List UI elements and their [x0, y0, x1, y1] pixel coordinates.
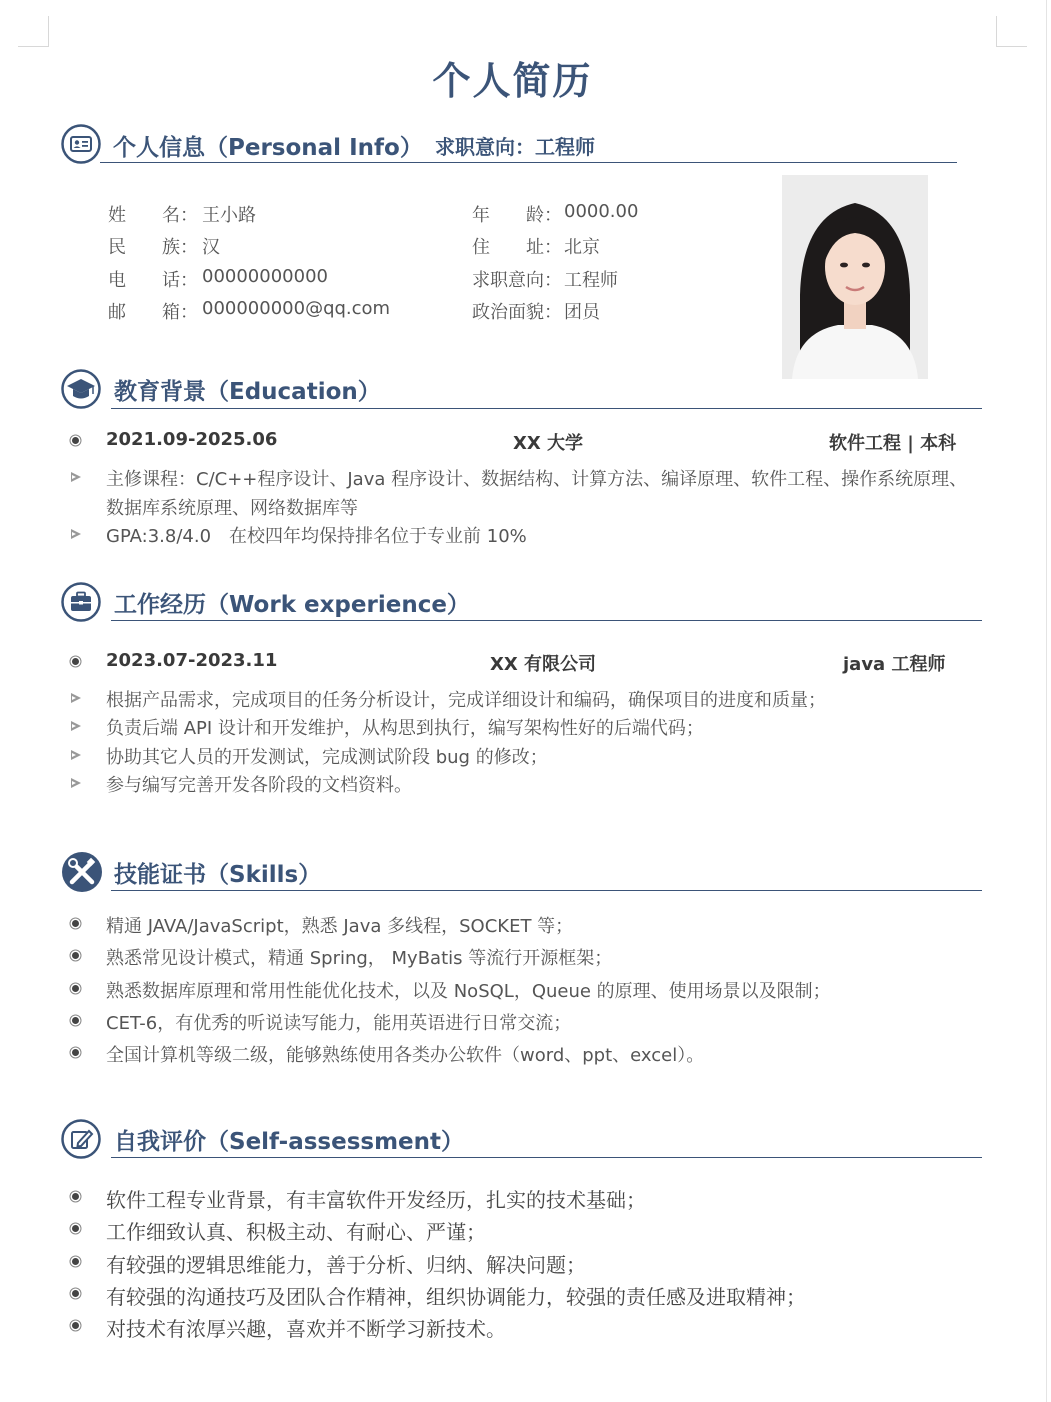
phone-label: 电 话： — [108, 270, 198, 291]
education-courses: 主修课程：C/C++程序设计、Java 程序设计、数据结构、计算方法、编译原理、软件工程、操作系统原理、 — [106, 469, 968, 490]
work-company: XX 有限公司 — [490, 654, 597, 675]
bullet-icon — [72, 1049, 79, 1056]
phone-value: 00000000000 — [202, 266, 328, 287]
crop-mark-top-right — [996, 16, 1027, 47]
page-title: 个人简历 — [432, 59, 593, 103]
work-role: java 工程师 — [843, 654, 946, 675]
education-heading: 教育背景（Education） — [114, 379, 381, 405]
self-assessment-heading: 自我评价（Self-assessment） — [114, 1129, 465, 1155]
graduation-cap-icon — [61, 369, 101, 409]
work-duty: 根据产品需求，完成项目的任务分析设计，完成详细设计和编码，确保项目的进度和质量； — [106, 690, 826, 711]
arrow-bullet-icon — [71, 750, 81, 760]
objective-heading: 求职意向：工程师 — [435, 135, 595, 159]
bullet-icon — [72, 1225, 79, 1232]
skill-item: 熟悉数据库原理和常用性能优化技术，以及 NoSQL，Queue 的原理、使用场景以及限制； — [106, 981, 831, 1002]
name-value: 王小路 — [202, 205, 256, 226]
bullet-icon — [72, 1290, 79, 1297]
work-period: 2023.07-2023.11 — [106, 650, 278, 671]
section-divider — [111, 890, 982, 891]
skills-heading: 技能证书（Skills） — [114, 862, 322, 888]
education-school: XX 大学 — [513, 433, 584, 454]
work-duty: 协助其它人员的开发测试，完成测试阶段 bug 的修改； — [106, 747, 548, 768]
skill-item: 熟悉常见设计模式，精通 Spring， MyBatis 等流行开源框架； — [106, 948, 613, 969]
job-intent-value: 工程师 — [564, 270, 618, 291]
briefcase-icon — [61, 582, 101, 622]
political-status-value: 团员 — [564, 302, 600, 323]
political-status-label: 政治面貌： — [472, 302, 562, 323]
ethnicity-value: 汉 — [202, 237, 220, 258]
bullet-icon — [72, 985, 79, 992]
bullet-icon — [72, 437, 79, 444]
edit-icon — [61, 1119, 101, 1159]
section-divider — [111, 1157, 982, 1158]
education-period: 2021.09-2025.06 — [106, 429, 278, 450]
self-assessment-item: 有较强的逻辑思维能力，善于分析、归纳、解决问题； — [106, 1253, 586, 1277]
section-divider — [111, 408, 982, 409]
bullet-icon — [72, 1258, 79, 1265]
bullet-icon — [72, 952, 79, 959]
ethnicity-label: 民 族： — [108, 237, 198, 258]
arrow-bullet-icon — [71, 693, 81, 703]
self-assessment-item: 有较强的沟通技巧及团队合作精神，组织协调能力，较强的责任感及进取精神； — [106, 1285, 806, 1309]
address-label: 住 址： — [472, 237, 562, 258]
education-major: 软件工程 | 本科 — [829, 433, 957, 454]
job-intent-label: 求职意向： — [472, 270, 562, 291]
arrow-bullet-icon — [71, 472, 81, 482]
tools-icon — [61, 851, 101, 891]
section-divider — [111, 620, 982, 621]
email-value: 000000000@qq.com — [202, 298, 391, 319]
address-value: 北京 — [564, 237, 600, 258]
personal-info-heading: 个人信息（Personal Info） — [113, 135, 423, 161]
skill-item: CET-6，有优秀的听说读写能力，能用英语进行日常交流； — [106, 1013, 572, 1034]
education-gpa: GPA:3.8/4.0 在校四年均保持排名位于专业前 10% — [106, 526, 527, 547]
age-value: 0000.00 — [564, 201, 639, 222]
self-assessment-item: 工作细致认真、积极主动、有耐心、严谨； — [106, 1220, 486, 1244]
arrow-bullet-icon — [71, 778, 81, 788]
name-label: 姓 名： — [108, 205, 198, 226]
work-duty: 参与编写完善开发各阶段的文档资料。 — [106, 775, 412, 796]
education-courses-cont: 数据库系统原理、网络数据库等 — [106, 498, 358, 519]
skill-item: 全国计算机等级二级，能够熟练使用各类办公软件（word、ppt、excel）。 — [106, 1045, 705, 1066]
section-divider — [100, 162, 957, 163]
age-label: 年 龄： — [472, 205, 562, 226]
bullet-icon — [72, 658, 79, 665]
self-assessment-item: 对技术有浓厚兴趣，喜欢并不断学习新技术。 — [106, 1317, 506, 1341]
bullet-icon — [72, 1193, 79, 1200]
id-card-icon — [61, 124, 101, 164]
self-assessment-item: 软件工程专业背景，有丰富软件开发经历，扎实的技术基础； — [106, 1188, 646, 1212]
arrow-bullet-icon — [71, 529, 81, 539]
profile-photo — [782, 175, 928, 379]
bullet-icon — [72, 920, 79, 927]
skill-item: 精通 JAVA/JavaScript，熟悉 Java 多线程，SOCKET 等； — [106, 916, 574, 937]
work-duty: 负责后端 API 设计和开发维护，从构思到执行，编写架构性好的后端代码； — [106, 718, 704, 739]
arrow-bullet-icon — [71, 721, 81, 731]
email-label: 邮 箱： — [108, 302, 198, 323]
bullet-icon — [72, 1322, 79, 1329]
work-heading: 工作经历（Work experience） — [114, 592, 470, 618]
crop-mark-top-left — [18, 16, 49, 47]
bullet-icon — [72, 1017, 79, 1024]
page-edge — [1046, 0, 1047, 1402]
